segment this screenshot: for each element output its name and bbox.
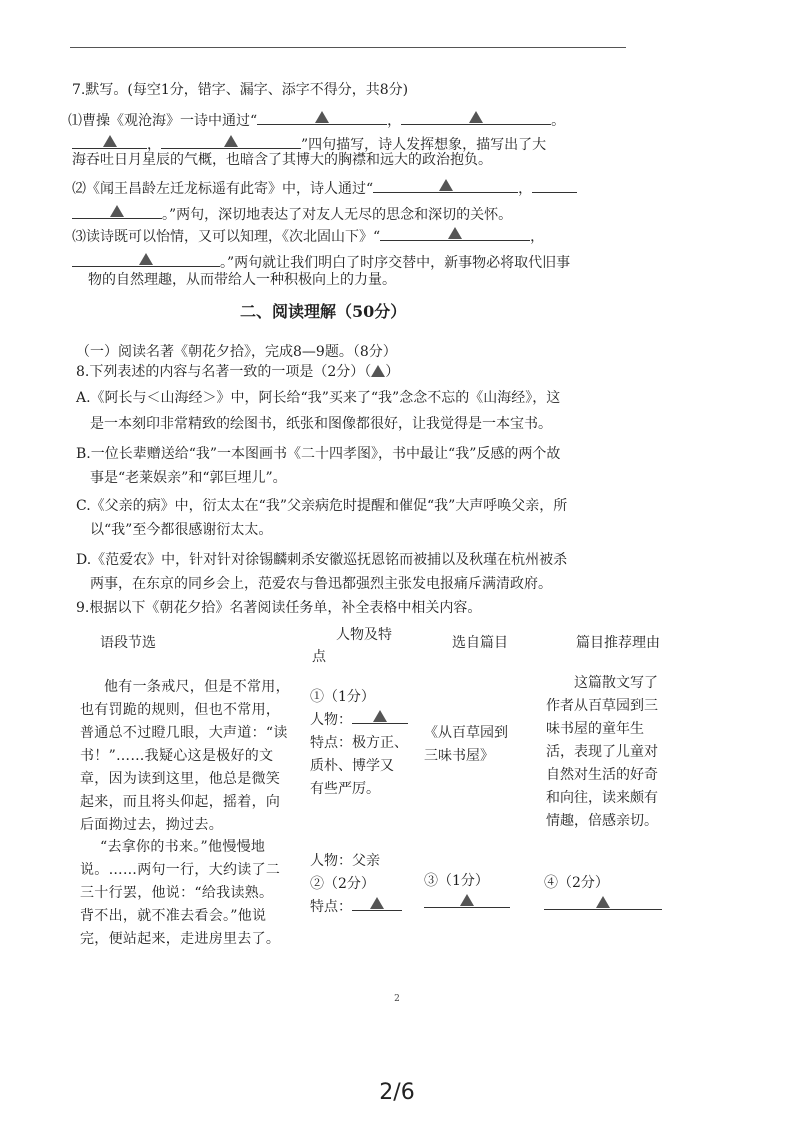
header-excerpt: 语段节选 [100, 635, 156, 651]
q7-part1-line3: 海吞吐日月星辰的气概，也暗含了其博大的胸襟和远大的政治抱负。 [72, 152, 492, 168]
score-label: ①（1分） [310, 689, 375, 705]
row2-chapter [424, 870, 510, 916]
score-label: ④（2分） [544, 875, 609, 891]
header-character-line1: 人物及特 [336, 627, 392, 643]
score-label: ③（1分） [424, 873, 489, 889]
excerpt-line: 他有一条戒尺，但是不常用， [104, 679, 290, 695]
triangle-icon [139, 253, 153, 265]
answer-blank[interactable] [72, 134, 147, 149]
row1-chapter: 《从百草园到 三味书屋》 [424, 725, 508, 764]
q8-option-d-line2: 两事，在东京的同乡会上，范爱农与鲁迅都强烈主张发电报痛斥满清政府。 [90, 576, 552, 592]
answer-blank[interactable] [380, 226, 530, 241]
row1-character [310, 686, 408, 801]
row1-excerpt [80, 676, 290, 837]
q8-stem: 8.下列表述的内容与名著一致的一项是（2分）（ ） [76, 364, 400, 380]
answer-blank[interactable] [532, 178, 577, 193]
excerpt-line: “去拿你的书来。”他慢慢地 [100, 839, 266, 855]
row1-reason: 这篇散文写了 作者从百草园到三 味书屋的童年生 活，表现了儿童对 自然对生活的好奇 和向往，读来颇有 情趣，倍感亲切。 [546, 675, 658, 829]
answer-blank[interactable] [161, 134, 301, 149]
triangle-icon [448, 227, 462, 239]
header-reason: 篇目推荐理由 [576, 635, 660, 651]
triangle-icon [371, 365, 385, 377]
q9-stem: 9.根据以下《朝花夕拾》名著阅读任务单，补全表格中相关内容。 [76, 600, 482, 616]
row2-character [310, 850, 402, 919]
triangle-icon [224, 135, 238, 147]
excerpt-line: 普通总不过瞪几眼，大声道：“读 [80, 725, 288, 741]
person-line: 人物： [310, 709, 408, 732]
header-character-line2: 点 [312, 649, 326, 665]
answer-blank[interactable] [72, 204, 162, 219]
triangle-icon [439, 179, 453, 191]
section-title: 二、阅读理解（50分） [240, 302, 407, 321]
excerpt-line: 起来，而且将头仰起，摇着，向 [80, 794, 281, 810]
q8-option-c-line2: 以“我”至今都很感谢衍太太。 [90, 522, 273, 538]
traits-line: 有些严厉。 [310, 781, 380, 797]
traits-line: 特点：极方正、 [310, 735, 408, 751]
triangle-icon [460, 894, 474, 906]
q7-part3-line1: ⑶读诗既可以怡情，又可以知理，《次北固山下》“ ， [72, 226, 544, 247]
row2-excerpt [80, 836, 280, 951]
q7-part3-line3: 物的自然理趣，从而带给人一种积极向上的力量。 [88, 272, 396, 288]
q8-option-a-line1: A.《阿长与＜山海经＞》中，阿长给“我”买来了“我”念念不忘的《山海经》，这 [76, 390, 561, 406]
q8-option-b-line2: 事是“老莱娱亲”和“郭巨埋儿”。 [90, 470, 287, 486]
header-chapter: 选自篇目 [452, 635, 508, 651]
part1-heading: （一）阅读名著《朝花夕拾》，完成8—9题。（8分） [76, 344, 397, 360]
excerpt-line: 说。……两句一行，大约读了二 [80, 862, 281, 878]
q8-option-a-line2: 是一本刻印非常精致的绘图书，纸张和图像都很好，让我觉得是一本宝书。 [90, 416, 552, 432]
excerpt-line: 章，因为读到这里，他总是微笑 [80, 771, 281, 787]
q7-part2-line1: ⑵《闻王昌龄左迁龙标遥有此寄》中，诗人通过“ ， [72, 178, 577, 199]
excerpt-line: 也有罚跪的规则，但也不常用， [80, 702, 281, 718]
top-divider [70, 47, 626, 48]
answer-blank[interactable] [257, 110, 387, 125]
person-line: 人物：父亲 [310, 853, 380, 869]
excerpt-line: 后面拗过去，拗过去。 [80, 817, 223, 833]
excerpt-line: 完，便站起来，走进房里去了。 [80, 931, 281, 947]
excerpt-line: 背不出，就不准去看会。”他说 [80, 908, 267, 924]
triangle-icon [103, 135, 117, 147]
score-label: ②（2分） [310, 876, 375, 892]
answer-blank[interactable] [373, 178, 518, 193]
q7-heading: 7.默写。(每空1分，错字、漏字、添字不得分，共8分) [72, 82, 409, 98]
q7-part1-line2: ， ”四句描写，诗人发挥想象，描写出了大 [72, 134, 546, 155]
triangle-icon [110, 205, 124, 217]
q7-part2-line2: 。”两句，深切地表达了对友人无尽的思念和深切的关怀。 [72, 204, 512, 225]
page-counter: 2/6 [379, 1080, 415, 1105]
q8-option-b-line1: B.一位长辈赠送给“我”一本图画书《二十四孝图》，书中最让“我”反感的两个故 [76, 446, 561, 462]
q7-part1-line1: ⑴曹操《观沧海》一诗中通过“ ， 。 [68, 110, 565, 131]
triangle-icon [370, 897, 384, 909]
traits-line: 特点： [310, 896, 402, 919]
q8-option-c-line1: C.《父亲的病》中，衍太太在“我”父亲病危时提醒和催促“我”大声呼唤父亲，所 [76, 498, 568, 514]
page-number: 2 [394, 994, 400, 1004]
triangle-icon [469, 111, 483, 123]
triangle-icon [315, 111, 329, 123]
q8-option-d-line1: D.《范爱农》中，针对针对徐锡麟刺杀安徽巡抚恩铭而被捕以及秋瑾在杭州被杀 [76, 552, 568, 568]
traits-line: 质朴、博学又 [310, 758, 394, 774]
row2-reason [544, 872, 662, 918]
q7-part3-line2: 。”两句就让我们明白了时序交替中，新事物必将取代旧事 [72, 252, 570, 273]
excerpt-line: 书！”……我疑心这是极好的文 [80, 748, 274, 764]
excerpt-line: 三十行罢，他说：“给我读熟。 [80, 885, 274, 901]
answer-blank[interactable] [352, 709, 408, 724]
answer-blank[interactable] [544, 895, 662, 910]
triangle-icon [373, 710, 387, 722]
answer-blank[interactable] [424, 893, 510, 908]
answer-blank[interactable] [352, 896, 402, 911]
answer-blank[interactable] [401, 110, 551, 125]
triangle-icon [596, 896, 610, 908]
answer-blank[interactable] [72, 252, 220, 267]
